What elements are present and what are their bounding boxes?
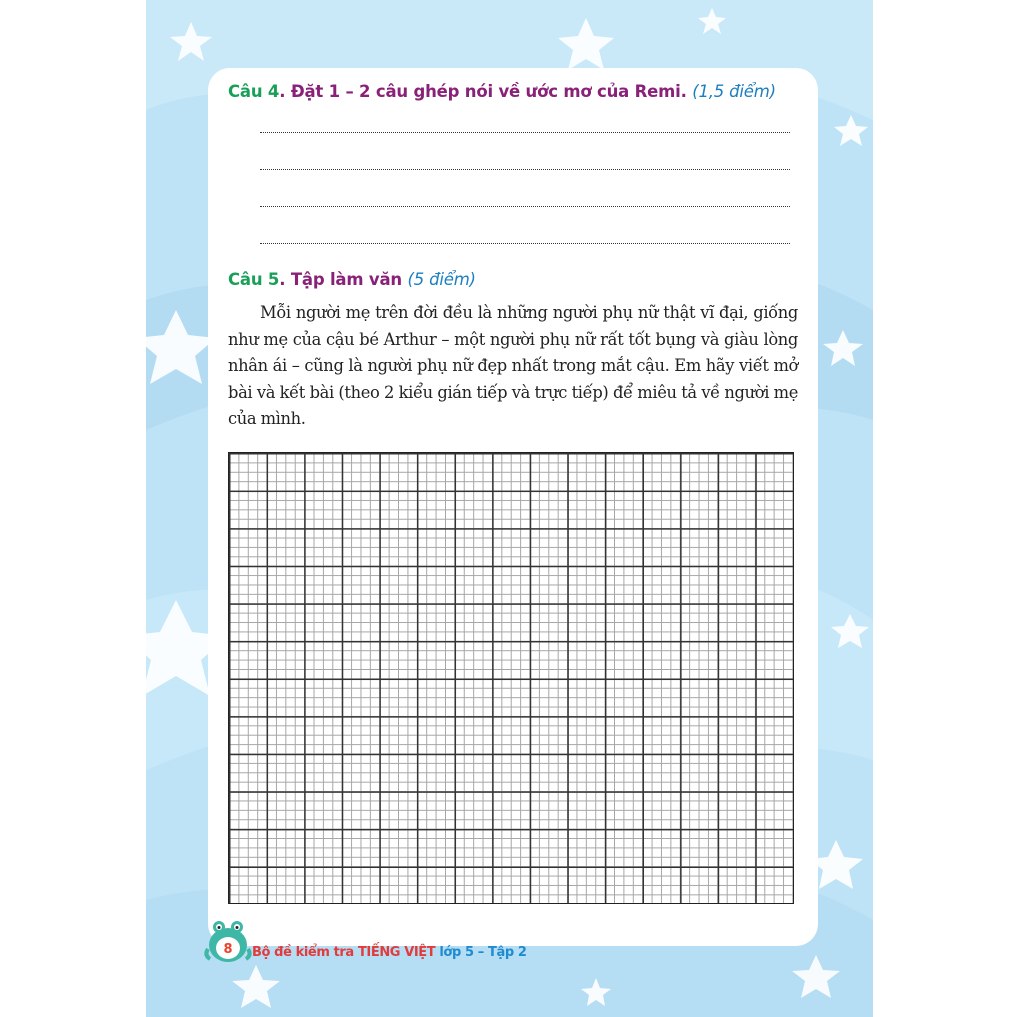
question-5-prompt: Mỗi người mẹ trên đời đều là những người phụ nữ thật vĩ đại, giống như mẹ của cậu bé Arthur – một người phụ nữ rất tốt bụng và giàu lòng nhân ái – cũng là người phụ nữ đẹp nhất trong mắt cậu. Em hãy viết mở bài và kết bài (theo 2 kiểu gián tiếp và trực tiếp) để miêu tả về người mẹ của mình.: [228, 303, 798, 428]
book-subject: TIẾNG VIỆT: [357, 945, 436, 960]
page-number: 8: [223, 942, 233, 957]
question-5-title: [228, 270, 476, 289]
answer-line[interactable]: [260, 206, 790, 207]
question-4-points: (1,5 điểm): [692, 82, 776, 101]
worksheet-card: [208, 68, 818, 946]
question-5-text: . Tập làm văn: [279, 270, 402, 289]
writing-grid[interactable]: [228, 452, 794, 904]
page-footer: [204, 915, 544, 965]
question-5-points: (5 điểm): [407, 270, 476, 289]
book-title: [252, 945, 527, 960]
answer-line[interactable]: [260, 169, 790, 170]
question-5-number: Câu 5: [228, 270, 280, 289]
book-grade: lớp 5 – Tập 2: [435, 945, 527, 960]
question-4-title: [228, 82, 776, 101]
question-4-number: Câu 4: [228, 82, 280, 101]
workbook-page: [146, 0, 873, 1017]
frog-mascot-icon: [204, 915, 254, 965]
question-4-text: . Đặt 1 – 2 câu ghép nói về ước mơ của Remi.: [279, 82, 687, 101]
answer-line[interactable]: [260, 132, 790, 133]
book-prefix: Bộ đề kiểm tra: [252, 945, 358, 960]
answer-line[interactable]: [260, 243, 790, 244]
